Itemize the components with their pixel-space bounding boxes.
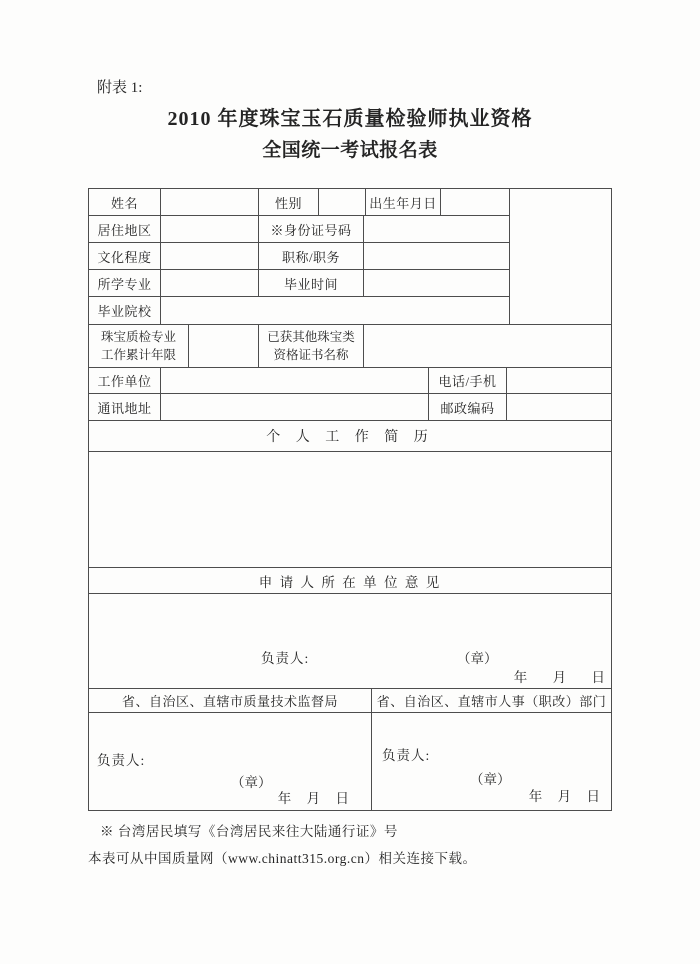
id-number-value-cell — [364, 216, 509, 242]
unit-opinion-area — [89, 594, 611, 689]
table-row — [89, 325, 611, 368]
work-years-label — [89, 325, 189, 367]
form-title-line1: 2010 年度珠宝玉石质量检验师执业资格 — [167, 108, 533, 130]
graduation-time-value-cell — [364, 270, 509, 296]
table-row — [89, 394, 611, 421]
school-label: 毕业院校 — [89, 297, 161, 324]
form-title-line2: 全国统一考试报名表 — [262, 140, 438, 161]
employer-value-cell — [161, 368, 429, 393]
date-fill-label: 年 月 日 — [513, 670, 605, 685]
seal-label: （章） — [470, 772, 511, 787]
phone-value-cell — [507, 368, 611, 393]
residence-label: 居住地区 — [89, 216, 161, 242]
date-fill-label: 年 月 日 — [528, 789, 600, 804]
table-row — [89, 243, 509, 270]
gender-label: 性别 — [259, 189, 319, 215]
postal-code-label: 邮政编码 — [429, 394, 507, 420]
unit-opinion-header: 申 请 人 所 在 单 位 意 见 — [89, 568, 611, 594]
approval-body-row — [89, 713, 611, 810]
birth-date-value-cell — [441, 189, 509, 215]
resume-blank-area — [89, 452, 611, 568]
graduation-time-label: 毕业时间 — [259, 270, 364, 296]
work-years-label-line1: 珠宝质检专业 — [100, 329, 176, 344]
postal-code-value-cell — [507, 394, 611, 420]
gender-value-cell — [319, 189, 366, 215]
work-years-value-cell — [189, 325, 259, 367]
personnel-dept-signoff-cell — [372, 713, 611, 810]
approval-header-row — [89, 689, 611, 713]
other-certificates-label-line1: 已获其他珠宝类 — [267, 329, 355, 344]
residence-value-cell — [161, 216, 259, 242]
responsible-person-label: 负责人: — [382, 748, 431, 763]
table-row — [89, 189, 509, 216]
personal-info-section — [89, 189, 611, 325]
responsible-person-label: 负责人: — [261, 651, 310, 666]
employer-label: 工作单位 — [89, 368, 161, 393]
education-label: 文化程度 — [89, 243, 161, 269]
registration-form-table — [88, 188, 612, 811]
birth-date-label: 出生年月日 — [366, 189, 441, 215]
phone-label: 电话/手机 — [429, 368, 507, 393]
education-value-cell — [161, 243, 259, 269]
table-row — [89, 297, 509, 324]
seal-label: （章） — [457, 651, 498, 666]
table-row — [89, 368, 611, 394]
other-certificates-label — [259, 325, 364, 367]
photo-box — [509, 189, 611, 324]
address-value-cell — [161, 394, 429, 420]
job-title-value-cell — [364, 243, 509, 269]
responsible-person-label: 负责人: — [97, 753, 146, 768]
name-value-cell — [161, 189, 259, 215]
table-row — [89, 270, 509, 297]
personal-info-rows — [89, 189, 509, 324]
major-value-cell — [161, 270, 259, 296]
school-value-cell — [161, 297, 509, 324]
taiwan-resident-note: ※ 台湾居民填写《台湾居民来往大陆通行证》号 — [100, 824, 398, 839]
resume-section-header: 个 人 工 作 简 历 — [89, 421, 611, 452]
job-title-label: 职称/职务 — [259, 243, 364, 269]
seal-label: （章） — [231, 775, 272, 790]
name-label: 姓名 — [89, 189, 161, 215]
other-certificates-value-cell — [364, 325, 611, 367]
attachment-label: 附表 1: — [97, 80, 143, 96]
major-label: 所学专业 — [89, 270, 161, 296]
date-fill-label: 年 月 日 — [277, 791, 349, 806]
table-row — [89, 216, 509, 243]
quality-bureau-header: 省、自治区、直辖市质量技术监督局 — [89, 689, 372, 712]
personnel-dept-header: 省、自治区、直辖市人事（职改）部门 — [376, 694, 607, 709]
other-certificates-label-line2: 资格证书名称 — [273, 348, 349, 362]
download-note: 本表可从中国质量网（www.chinatt315.org.cn）相关连接下载。 — [88, 851, 477, 866]
quality-bureau-signoff-cell — [89, 713, 372, 810]
id-number-label: ※身份证号码 — [259, 216, 364, 242]
work-years-label-line2: 工作累计年限 — [100, 348, 176, 362]
address-label: 通讯地址 — [89, 394, 161, 420]
